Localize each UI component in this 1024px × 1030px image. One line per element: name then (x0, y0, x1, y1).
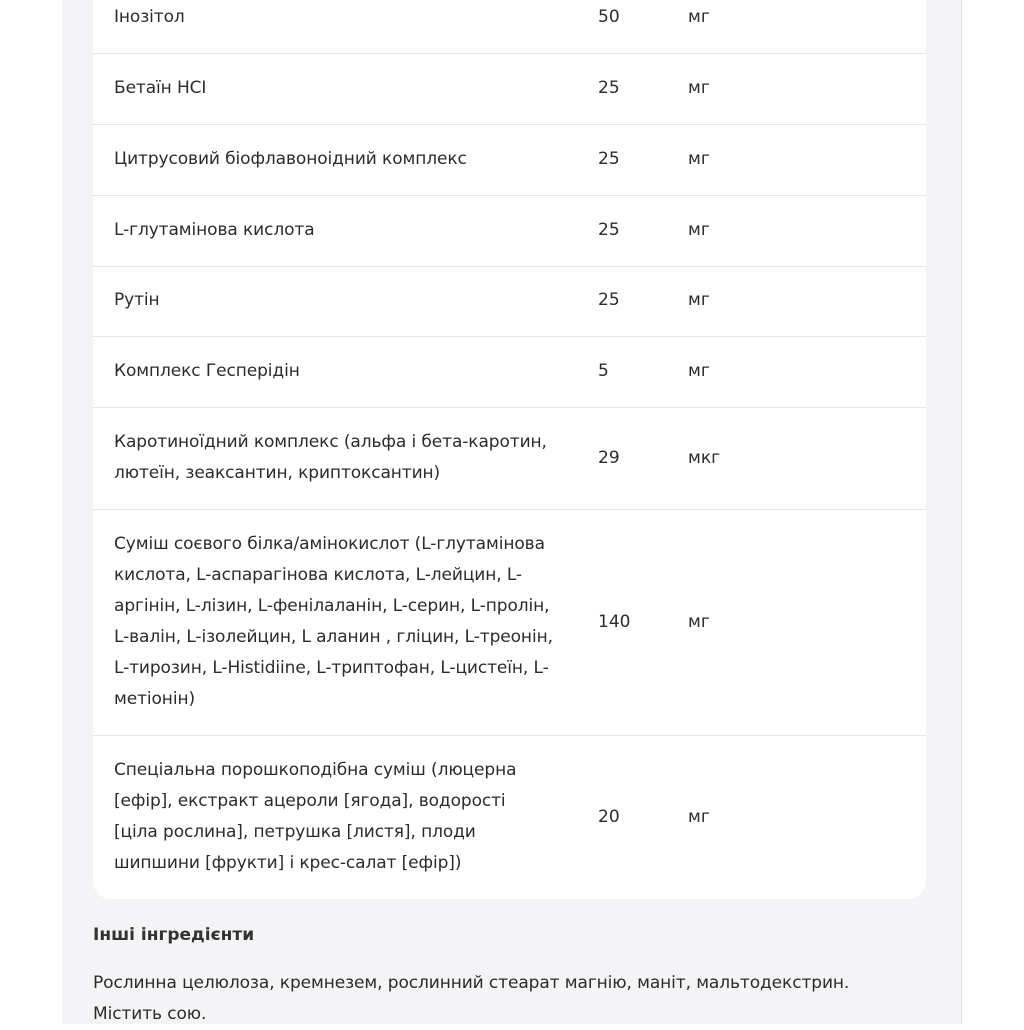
other-ingredients-text: Рослинна целюлоза, кремнезем, рослинний стеарат магнію, маніт, мальтодекстрин. Містить сою. (93, 973, 850, 1024)
ingredient-amount: 140 (598, 612, 631, 632)
table-row (93, 196, 926, 267)
ingredient-unit: мг (688, 78, 710, 98)
table-row (93, 736, 926, 899)
ingredient-name: Суміш соєвого білка/амінокислот (L-глутамінова кислота, L-аспарагінова кислота, L-лейцин, L-аргінін, L-лізин, L-фенілаланін, L-серин, L-пролін, L-валін, L-ізолейцин, L аланин , гліцин, L-треонін, L-тирозин, L-Histidiine, L-триптофан, L-цистеїн, L-метіонін) (114, 534, 553, 709)
ingredient-unit: мг (688, 361, 710, 381)
table-row (93, 266, 926, 337)
table-row (93, 510, 926, 736)
ingredient-name: Бетаїн HCI (114, 78, 207, 98)
ingredient-amount: 25 (598, 220, 620, 240)
ingredient-amount: 25 (598, 149, 620, 169)
ingredient-name: Комплекс Гесперідін (114, 361, 300, 381)
ingredient-name: Каротиноїдний комплекс (альфа і бета-каротин, лютеїн, зеаксантин, криптоксантин) (114, 432, 547, 483)
ingredient-name: L-глутамінова кислота (114, 220, 315, 240)
ingredient-name: Спеціальна порошкоподібна суміш (люцерна [ефір], екстракт ацероли [ягода], водорості [ціла рослина], петрушка [листя], плоди шипшини [фрукти] і крес-салат [ефір]) (114, 760, 517, 873)
ingredient-unit: мг (688, 290, 710, 310)
ingredient-unit: мкг (688, 448, 721, 468)
ingredient-amount: 20 (598, 807, 620, 827)
table-row (93, 125, 926, 196)
ingredients-table (93, 0, 926, 899)
table-row (93, 408, 926, 510)
ingredient-unit: мг (688, 7, 710, 27)
ingredient-amount: 25 (598, 290, 620, 310)
table-row (93, 337, 926, 408)
ingredient-name: Інозітол (114, 7, 185, 27)
ingredient-unit: мг (688, 807, 710, 827)
ingredient-amount: 5 (598, 361, 609, 381)
ingredient-unit: мг (688, 220, 710, 240)
ingredient-amount: 25 (598, 78, 620, 98)
ingredient-amount: 29 (598, 448, 620, 468)
ingredient-unit: мг (688, 612, 710, 632)
other-ingredients-heading: Інші інгредієнти (93, 925, 255, 945)
ingredient-name: Рутін (114, 290, 160, 310)
ingredient-amount: 50 (598, 7, 620, 27)
ingredient-unit: мг (688, 149, 710, 169)
table-row (93, 0, 926, 54)
table-row (93, 54, 926, 125)
ingredient-name: Цитрусовий біофлавоноідний комплекс (114, 149, 467, 169)
